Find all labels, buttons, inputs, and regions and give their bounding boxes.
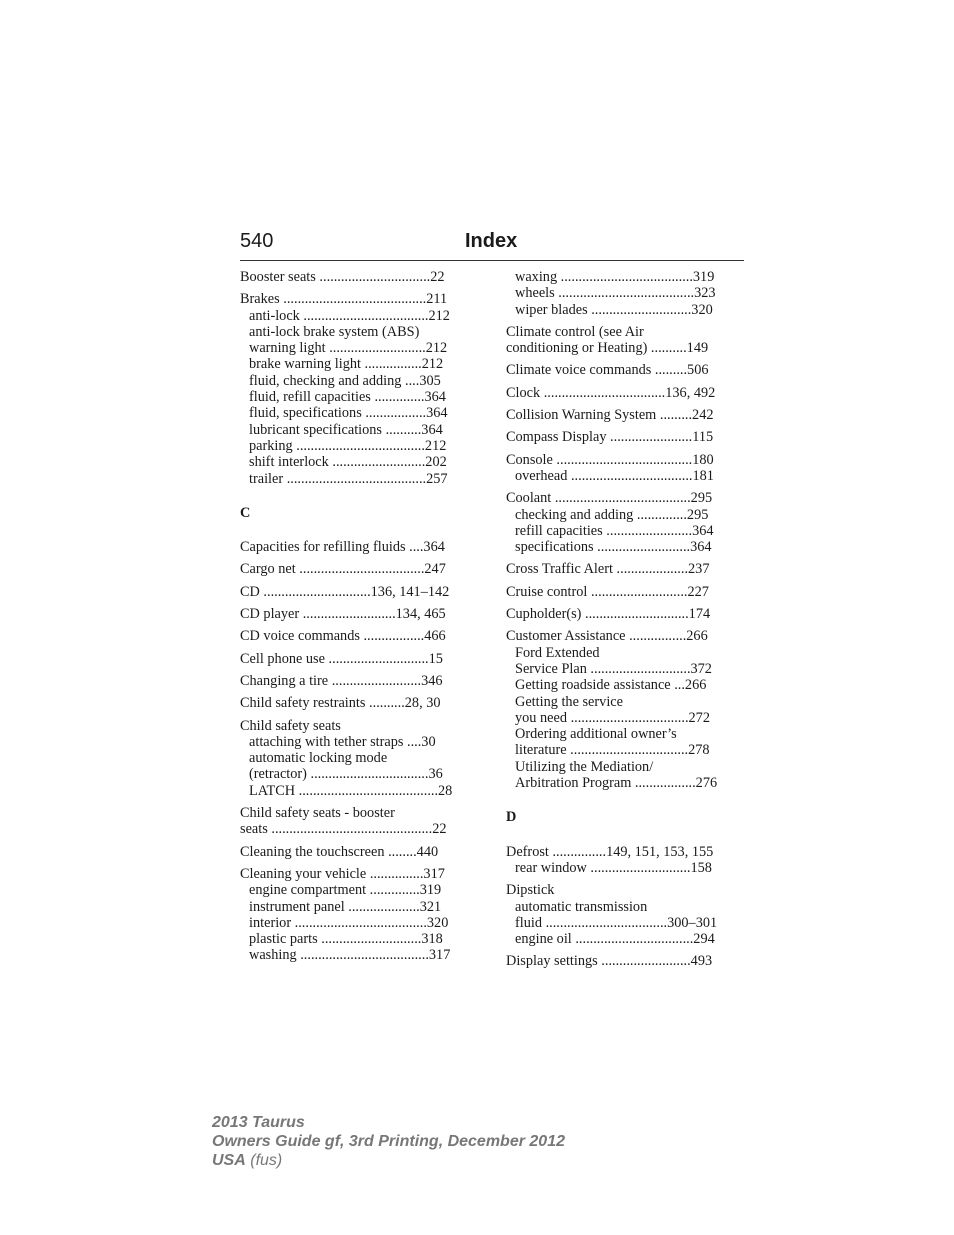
index-subentry: wheels ......................................323 (515, 285, 716, 302)
index-entry: CD player ..........................134, 465 (240, 606, 446, 623)
index-entry: conditioning or Heating) ..........149 (506, 340, 709, 357)
index-entry: Collision Warning System .........242 (506, 407, 714, 424)
index-subentry: LATCH .......................................28 (249, 782, 453, 799)
page-number: 540 (240, 230, 274, 252)
index-subentry: plastic parts ............................318 (249, 931, 443, 948)
index-column-left (240, 269, 478, 964)
index-subentry: anti-lock brake system (ABS) (249, 323, 420, 340)
index-subentry: Ford Extended (515, 644, 600, 661)
index-entry: Customer Assistance ................266 (506, 628, 708, 645)
index-subentry: trailer .......................................257 (249, 470, 448, 487)
index-subentry: fluid, refill capacities ..............364 (249, 389, 446, 406)
index-subentry: rear window ............................158 (515, 859, 712, 876)
index-subentry: parking ....................................212 (249, 437, 447, 454)
page-title: Index (465, 230, 518, 252)
index-subentry: warning light ...........................212 (249, 340, 448, 357)
index-entry: Climate control (see Air (506, 323, 644, 340)
index-entry: Cross Traffic Alert ....................237 (506, 561, 710, 578)
index-subentry: waxing .....................................319 (515, 269, 715, 285)
index-entry: Cargo net ...................................247 (240, 561, 446, 578)
index-entry: Dipstick (506, 882, 555, 899)
section-letter-d: D (506, 809, 517, 826)
index-subentry: fluid, specifications .................364 (249, 405, 448, 422)
index-entry: Climate voice commands .........506 (506, 362, 709, 379)
index-subentry: refill capacities ........................364 (515, 522, 714, 539)
index-subentry: automatic locking mode (249, 750, 388, 767)
index-subentry: you need .................................272 (515, 709, 710, 726)
index-subentry: engine compartment ..............319 (249, 882, 442, 899)
index-subentry: brake warning light ................212 (249, 356, 444, 373)
index-entry: CD ..............................136, 141–142 (240, 583, 450, 600)
index-subentry: fluid, checking and adding ....305 (249, 372, 441, 389)
index-entry: Capacities for refilling fluids ....364 (240, 539, 445, 556)
index-subentry: Utilizing the Mediation/ (515, 758, 654, 775)
index-entry: CD voice commands .................466 (240, 628, 446, 645)
index-entry: Cupholder(s) .............................174 (506, 606, 711, 623)
index-entry: Clock ..................................136, 492 (506, 384, 716, 401)
section-letter-c: C (240, 504, 251, 521)
page-header (240, 228, 744, 260)
index-subentry: attaching with tether straps ....30 (249, 733, 436, 750)
index-column-right (506, 269, 744, 970)
index-subentry: checking and adding ..............295 (515, 506, 709, 523)
index-subentry: interior .....................................320 (249, 914, 449, 931)
index-subentry: instrument panel ....................321 (249, 898, 442, 915)
index-entry: Child safety seats (240, 717, 341, 734)
footer-region: USA (212, 1152, 246, 1169)
footer-region-code: (fus) (250, 1152, 283, 1169)
footer-model: 2013 Taurus (212, 1114, 305, 1131)
index-subentry: (retractor) .................................36 (249, 766, 443, 783)
index-entry: Changing a tire .........................346 (240, 672, 443, 689)
footer-guide-edition: Owners Guide gf, 3rd Printing, December 2012 (212, 1133, 565, 1150)
index-subentry: wiper blades ............................320 (515, 301, 713, 318)
index-subentry: Getting the service (515, 693, 623, 710)
index-subentry: specifications ..........................364 (515, 539, 712, 556)
index-entry: Console ......................................180 (506, 451, 714, 468)
index-subentry: engine oil .................................294 (515, 931, 715, 948)
footer-market (212, 1151, 565, 1170)
index-subentry: lubricant specifications ..........364 (249, 421, 443, 438)
index-entry: Child safety seats - booster (240, 805, 395, 822)
index-subentry: Getting roadside assistance ...266 (515, 677, 707, 694)
index-subentry: shift interlock ..........................202 (249, 454, 447, 471)
index-subentry: overhead ..................................181 (515, 467, 714, 484)
index-entry: Cruise control ...........................227 (506, 583, 709, 600)
index-entry: Compass Display .......................115 (506, 429, 714, 446)
page-footer (212, 1113, 565, 1170)
index-subentry: Ordering additional owner’s (515, 726, 677, 743)
header-rule (240, 260, 744, 261)
index-subentry: Arbitration Program .................276 (515, 775, 718, 792)
index-subentry: Service Plan ............................372 (515, 660, 712, 677)
index-subentry: automatic transmission (515, 898, 648, 915)
index-entry: Defrost ...............149, 151, 153, 155 (506, 843, 714, 860)
index-entry: Child safety restraints ..........28, 30 (240, 695, 441, 712)
index-entry: Cleaning the touchscreen ........440 (240, 843, 439, 860)
index-entry: Cleaning your vehicle ...............317 (240, 865, 445, 882)
index-subentry: fluid ..................................300–301 (515, 914, 718, 931)
index-subentry: washing ....................................317 (249, 947, 451, 964)
index-subentry: anti-lock ...................................212 (249, 307, 450, 324)
index-entry: Cell phone use ............................15 (240, 650, 443, 667)
index-entry: Coolant ......................................295 (506, 490, 713, 507)
index-entry: Display settings .........................493 (506, 953, 713, 970)
index-entry: Brakes ........................................211 (240, 291, 448, 308)
index-entry: Booster seats ...............................22 (240, 269, 445, 285)
index-subentry: literature .................................278 (515, 742, 710, 759)
index-entry: seats .............................................22 (240, 821, 447, 838)
